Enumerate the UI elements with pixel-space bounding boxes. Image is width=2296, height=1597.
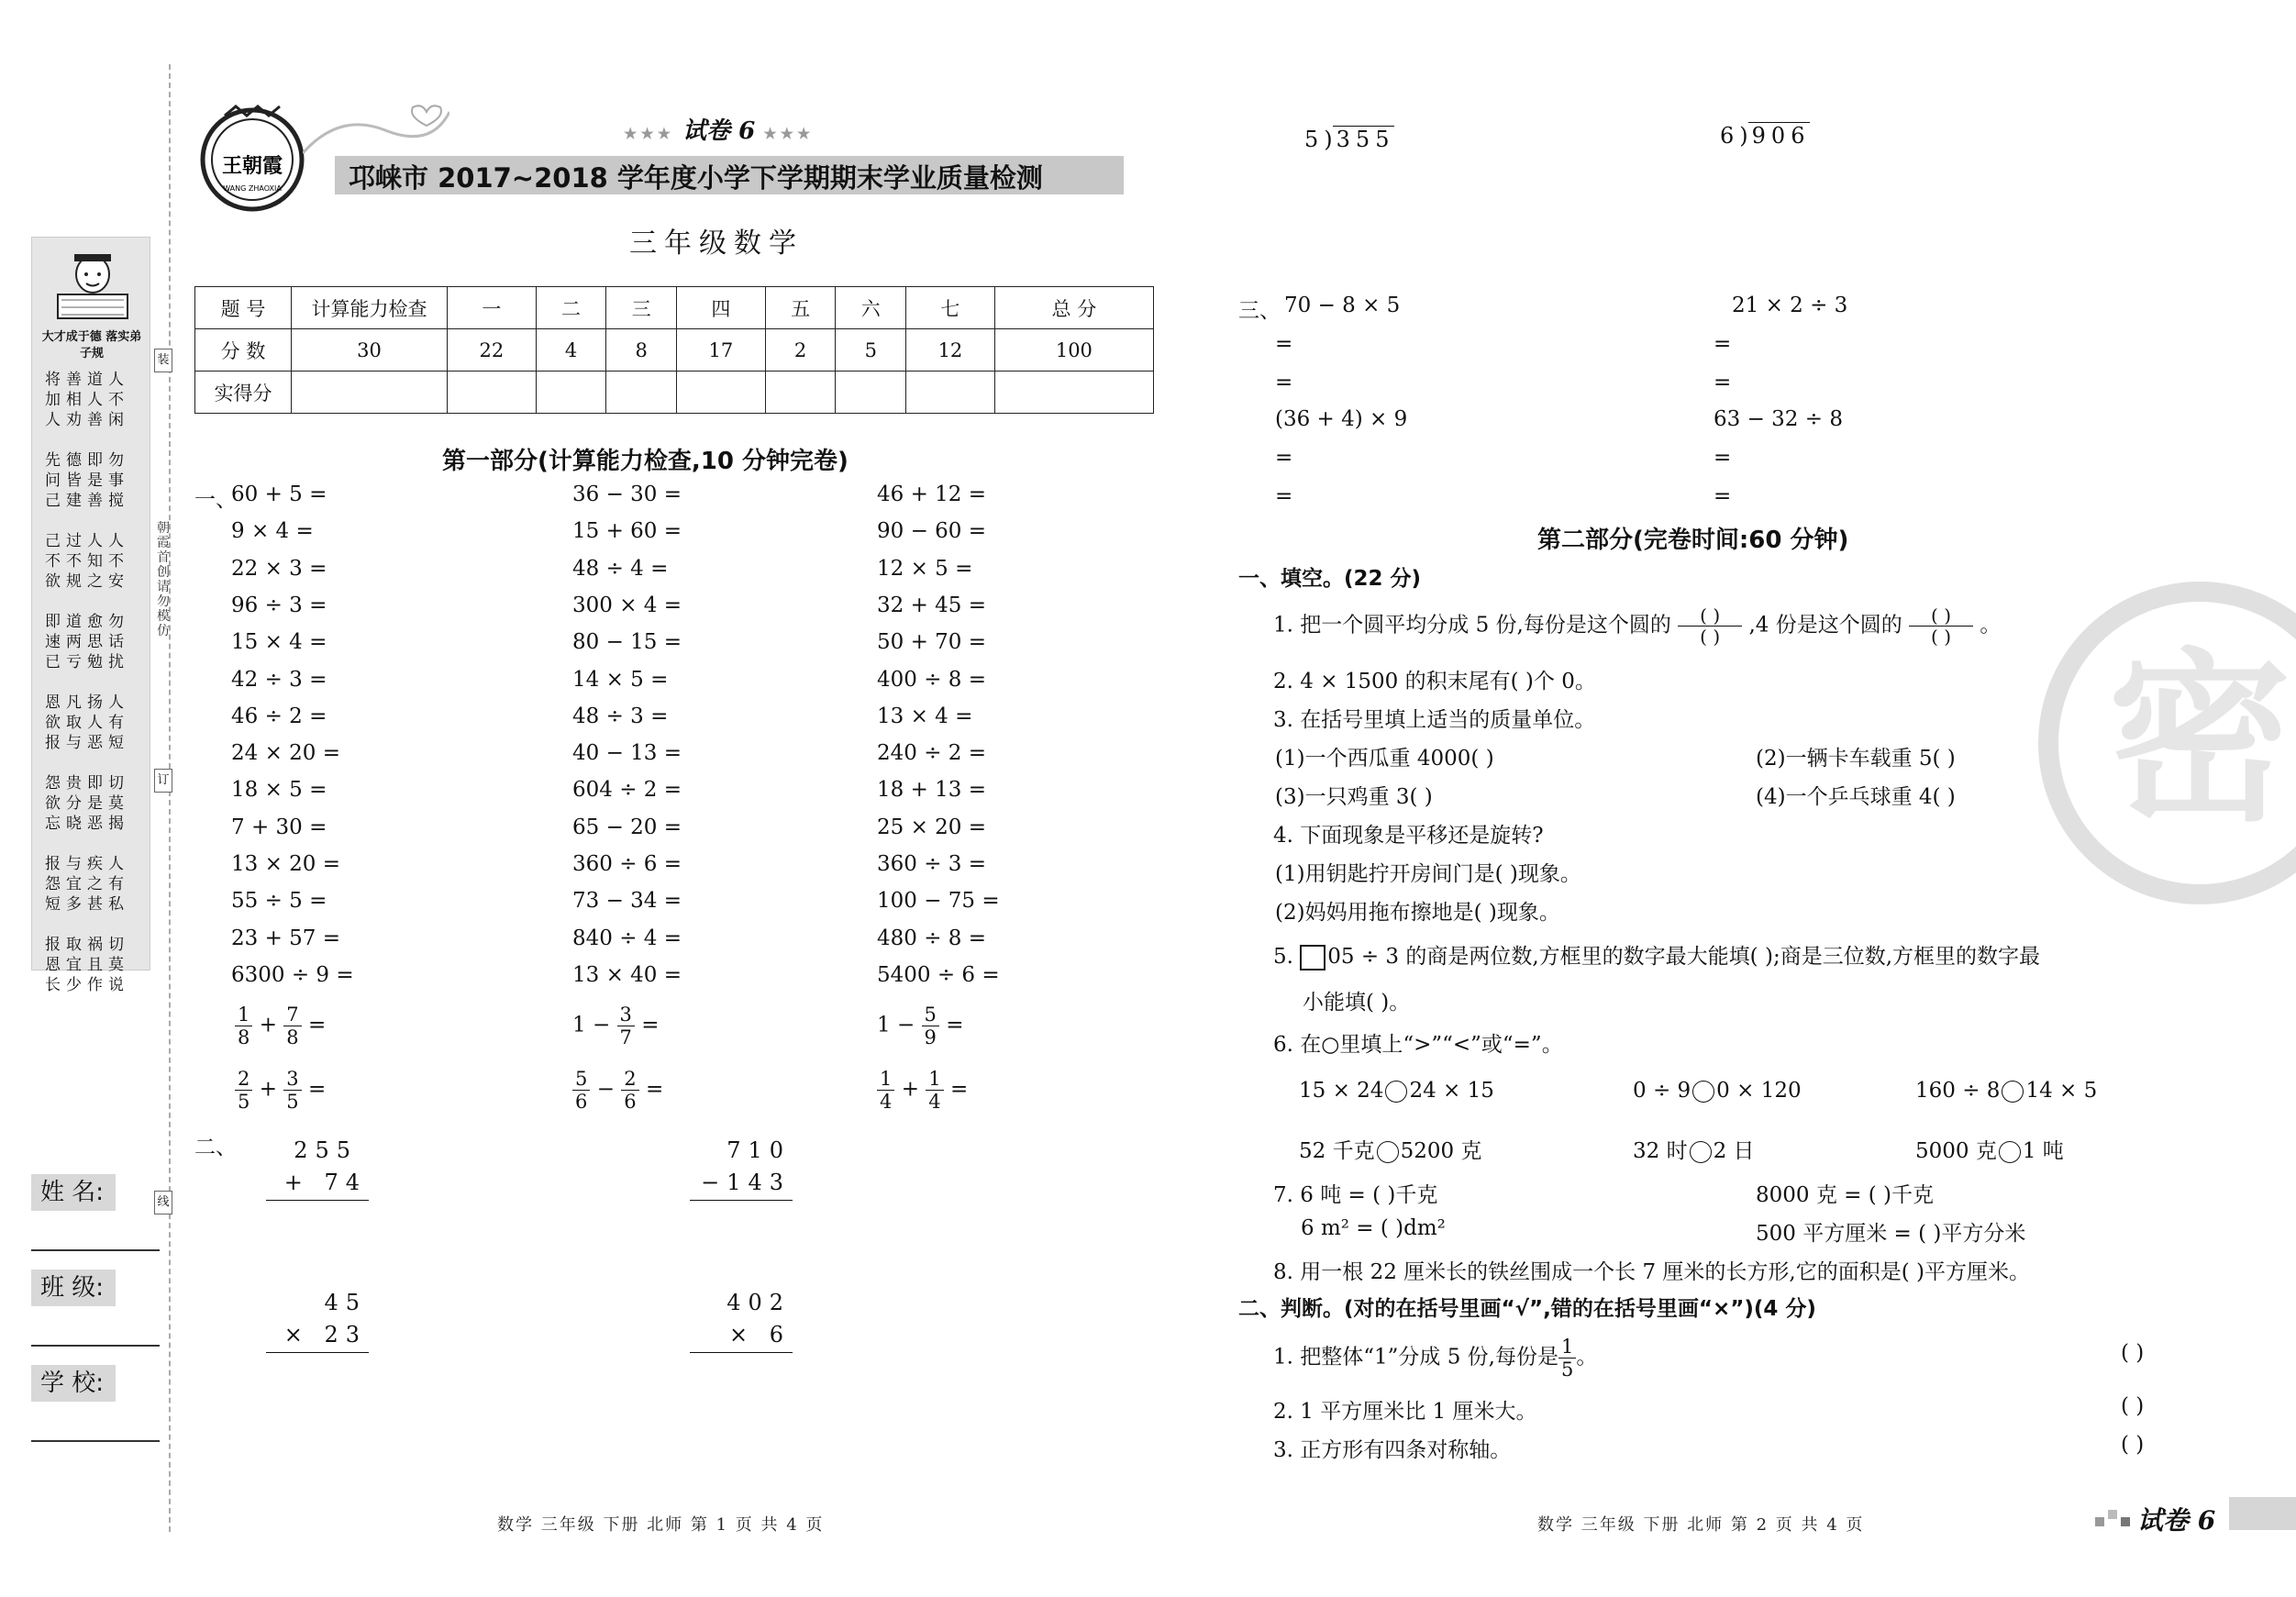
vertical-calc-2-line [690, 1200, 793, 1201]
part1-q1-label: 一、 [194, 488, 237, 512]
table-cell: 四 [677, 287, 766, 329]
operator: + [901, 1077, 919, 1102]
table-cell: 二 [536, 287, 606, 329]
fraction-problem [877, 1068, 968, 1113]
numerator: 1 [926, 1068, 943, 1091]
fill-q5-text: 05 ÷ 3 的商是两位数,方框里的数字最大能填( );商是三位数,方框里的数字最 [1327, 945, 2040, 969]
denominator: 6 [624, 1091, 637, 1113]
fill-q3-item: (2)一辆卡车载重 5( ) [1756, 747, 1956, 771]
fraction [621, 1068, 638, 1113]
compare-left: 52 千克 [1299, 1139, 1375, 1163]
part2-title: 第二部分(完卷时间:60 分钟) [1537, 527, 1849, 554]
compare-left: 0 ÷ 9 [1633, 1079, 1691, 1103]
fraction-problem [235, 1068, 326, 1113]
fill-q4-item: (1)用钥匙拧开房间门是( )现象。 [1275, 862, 1581, 886]
vertical-calc-3-line [266, 1352, 369, 1353]
fraction-problem [235, 1004, 326, 1048]
school-label: 学 校: [31, 1365, 116, 1402]
table-cell: 4 [536, 329, 606, 372]
score-input-cell[interactable] [906, 372, 995, 414]
calc-problem: 480 ÷ 8 = [877, 926, 987, 950]
divisor: 6 [1720, 123, 1740, 149]
operator: − [596, 1077, 615, 1102]
ribbon-decoration-icon [303, 103, 449, 158]
fill-q1 [1273, 605, 2001, 647]
motto-line: 欲分是莫 [45, 794, 129, 813]
compare-left: 32 时 [1633, 1139, 1688, 1163]
equals-sign: = [307, 1013, 327, 1037]
class-label: 班 级: [31, 1270, 116, 1306]
binding-dashed-line [169, 64, 171, 1532]
compare-circle[interactable] [1692, 1081, 1714, 1103]
publisher-logo-icon [197, 103, 307, 213]
motto-line: 己建善搅 [45, 492, 129, 510]
denominator: 5 [238, 1091, 250, 1113]
fill-q1-text: ,4 份是这个圆的 [1748, 613, 1902, 638]
digit-box[interactable] [1300, 945, 1325, 970]
motto-line: 报取祸切 [45, 936, 129, 954]
part1-q2-label: 二、 [194, 1136, 237, 1159]
numerator: 1 [1558, 1336, 1576, 1359]
denominator: 4 [928, 1091, 941, 1113]
fill-q6: 6. 在○里填上“>”“<”或“=”。 [1273, 1033, 1563, 1057]
score-input-cell[interactable] [606, 372, 677, 414]
calc-problem: 13 × 20 = [231, 852, 341, 876]
compare-right: 24 × 15 [1409, 1079, 1494, 1103]
motto-line: 忘晓恶揭 [45, 815, 129, 833]
judge-q1 [1273, 1336, 1597, 1381]
motto-line: 怨宜之有 [45, 875, 129, 893]
calc-problem: 73 − 34 = [572, 889, 682, 914]
vertical-calc-2-bottom: −143 [701, 1170, 791, 1195]
motto-line: 恩宜且莫 [45, 956, 129, 974]
dividend: 355 [1333, 126, 1395, 152]
compare-item [1633, 1134, 1755, 1164]
calc-problem: 80 − 15 = [572, 630, 682, 655]
calc-problem: 300 × 4 = [572, 593, 682, 617]
fraction [235, 1004, 252, 1048]
fill-q1-text: 。 [1980, 613, 2002, 638]
motto-line: 人劝善闲 [45, 411, 129, 429]
compare-circle[interactable] [1377, 1141, 1399, 1163]
calc-problem: 40 − 13 = [572, 741, 682, 766]
calc-problem: 90 − 60 = [877, 519, 987, 544]
corner-squares-icon [2095, 1506, 2132, 1528]
part1-q3-label: 三、 [1238, 299, 1281, 323]
fraction-problem [572, 1004, 660, 1048]
numerator: 2 [621, 1068, 638, 1091]
compare-item [1299, 1134, 1481, 1164]
copyright-notice [156, 521, 171, 638]
subject-subtitle: 三年级数学 [629, 227, 804, 260]
notice-char: 首 [157, 550, 170, 565]
fill-q2: 2. 4 × 1500 的积末尾有( )个 0。 [1273, 670, 1596, 693]
fill-q4-item: (2)妈妈用拖布擦地是( )现象。 [1275, 901, 1560, 925]
judge-answer-paren[interactable]: ( ) [2121, 1433, 2145, 1457]
calc-problem: 22 × 3 = [231, 556, 327, 581]
table-cell: 六 [836, 287, 906, 329]
equals-sign: = [307, 1077, 327, 1102]
fill-q5 [1273, 939, 2040, 970]
motto-line: 报与恶短 [45, 734, 129, 752]
fraction [572, 1068, 590, 1113]
compare-left: 5000 克 [1915, 1139, 1997, 1163]
judge-q1-text: 。 [1576, 1345, 1598, 1370]
long-division-2: 6) 906 [1720, 123, 1811, 149]
calc-problem: 15 × 4 = [231, 630, 327, 655]
calc-problem: 240 ÷ 2 = [877, 741, 987, 766]
answer-fraction-blank[interactable] [1909, 605, 1973, 647]
class-field[interactable] [31, 1345, 160, 1347]
fill-q7-item: 7. 6 吨 = ( )千克 [1273, 1183, 1438, 1207]
fraction-problem [572, 1068, 663, 1113]
table-cell: 30 [292, 329, 448, 372]
motto-line: 问皆是事 [45, 471, 129, 490]
vertical-calc-3-top: 45 [324, 1290, 367, 1315]
calc-problem: 96 ÷ 3 = [231, 593, 327, 617]
school-field[interactable] [31, 1440, 160, 1442]
step-eq: = [1275, 371, 1293, 394]
motto-line: 短多甚私 [45, 895, 129, 914]
numerator: 2 [235, 1068, 252, 1091]
calc-problem: 25 × 20 = [877, 815, 987, 839]
operator: − [896, 1013, 915, 1037]
calc-problem: 50 + 70 = [877, 630, 987, 655]
step-expr-2: 21 × 2 ÷ 3 [1732, 294, 1848, 317]
compare-circle[interactable] [1385, 1081, 1407, 1103]
fill-q7-item: 6 m² = ( )dm² [1301, 1216, 1446, 1240]
motto-line: 即道愈勿 [45, 613, 129, 631]
compare-right: 14 × 5 [2025, 1079, 2098, 1103]
vertical-calc-4-bottom: × 6 [728, 1322, 791, 1347]
blank-denominator: ( ) [1931, 626, 1952, 648]
motto-line: 加相人不 [45, 391, 129, 409]
judge-q1-text: 1. 把整体“1”分成 5 份,每份是 [1273, 1345, 1558, 1370]
compare-left: 15 × 24 [1299, 1079, 1384, 1103]
table-cell: 100 [994, 329, 1153, 372]
equals-sign: = [949, 1077, 969, 1102]
calc-problem: 15 + 60 = [572, 519, 682, 544]
calc-problem: 360 ÷ 3 = [877, 852, 987, 876]
calc-problem: 6300 ÷ 9 = [231, 962, 354, 987]
whole-number: 1 [572, 1013, 586, 1037]
fill-q1-text: 1. 把一个圆平均分成 5 份,每份是这个圆的 [1273, 613, 1671, 638]
corner-bar [2229, 1497, 2296, 1530]
calc-problem: 604 ÷ 2 = [572, 778, 682, 803]
compare-circle[interactable] [1999, 1141, 2021, 1163]
fraction [926, 1068, 943, 1113]
fraction-problem [877, 1004, 964, 1048]
table-cell: 题 号 [195, 287, 292, 329]
step-eq: = [1714, 371, 1732, 394]
test-number: ★★★ 试卷 6 ★★★ [624, 117, 815, 145]
fraction [235, 1068, 252, 1113]
table-row [195, 287, 1154, 329]
footer-page-2: 数学 三年级 下册 北师 第 2 页 共 4 页 [1537, 1515, 1865, 1535]
step-expr-1: 70 − 8 × 5 [1284, 294, 1401, 317]
table-cell: 五 [765, 287, 836, 329]
numerator: 3 [283, 1068, 301, 1091]
denominator: 6 [575, 1091, 588, 1113]
name-field[interactable] [31, 1249, 160, 1251]
numerator: 5 [922, 1004, 939, 1026]
compare-right: 0 × 120 [1716, 1079, 1802, 1103]
divisor: 5 [1304, 127, 1325, 152]
fill-q5-number: 5. [1273, 945, 1293, 969]
numerator: 7 [283, 1004, 301, 1026]
motto-line: 报与疾人 [45, 855, 129, 873]
notice-char: 模 [157, 609, 170, 624]
fill-q3-item: (1)一个西瓜重 4000( ) [1275, 747, 1494, 771]
calc-problem: 46 + 12 = [877, 482, 987, 506]
calc-problem: 13 × 40 = [572, 962, 682, 987]
part2-s1-title: 一、填空。(22 分) [1238, 567, 1422, 591]
score-input-cell[interactable] [448, 372, 537, 414]
fill-q3-item: (4)一个乒乓球重 4( ) [1756, 785, 1956, 809]
part1-title: 第一部分(计算能力检查,10 分钟完卷) [442, 448, 849, 475]
calc-problem: 48 ÷ 4 = [572, 556, 669, 581]
fill-q3-item: (3)一只鸡重 3( ) [1275, 785, 1433, 809]
compare-item [1915, 1079, 2097, 1103]
vertical-calc-2-top: 710 [727, 1137, 791, 1163]
notice-char: 霞 [157, 536, 170, 550]
blank-numerator: ( ) [1909, 605, 1973, 627]
denominator: 8 [286, 1026, 299, 1048]
motto-line: 已亏勉扰 [45, 653, 129, 671]
part2-s2-title: 二、判断。(对的在括号里画“√”,错的在括号里画“×”)(4 分) [1238, 1297, 1816, 1321]
whole-number: 1 [877, 1013, 891, 1037]
judge-answer-paren[interactable]: ( ) [2121, 1341, 2145, 1365]
fill-q4: 4. 下面现象是平移还是旋转? [1273, 824, 1544, 848]
table-cell: 一 [448, 287, 537, 329]
compare-right: 1 吨 [2022, 1139, 2064, 1163]
score-input-cell[interactable] [836, 372, 906, 414]
equals-sign: = [641, 1013, 660, 1037]
calc-problem: 12 × 5 = [877, 556, 973, 581]
calc-problem: 100 − 75 = [877, 889, 1000, 914]
fill-q3: 3. 在括号里填上适当的质量单位。 [1273, 708, 1596, 732]
judge-answer-paren[interactable]: ( ) [2121, 1394, 2145, 1418]
step-eq: = [1714, 332, 1732, 356]
dividend: 906 [1748, 122, 1811, 149]
vertical-calc-4-top: 402 [727, 1290, 791, 1315]
calc-problem: 5400 ÷ 6 = [877, 962, 1000, 987]
motto-line: 将善道人 [45, 371, 129, 389]
vertical-calc-3-bottom: × 23 [283, 1322, 367, 1347]
table-cell: 22 [448, 329, 537, 372]
calc-problem: 840 ÷ 4 = [572, 926, 682, 950]
binding-mark-zhuang: 装 [154, 349, 172, 372]
svg-text:王朝霞: 王朝霞 [221, 154, 283, 178]
motto-line: 恩凡扬人 [45, 693, 129, 712]
calc-problem: 24 × 20 = [231, 741, 341, 766]
fraction [1558, 1336, 1576, 1381]
motto-line: 怨贵即切 [45, 774, 129, 793]
denominator: 5 [286, 1091, 299, 1113]
table-cell: 12 [906, 329, 995, 372]
table-cell: 17 [677, 329, 766, 372]
notice-char: 朝 [157, 521, 170, 536]
operator: − [592, 1013, 611, 1037]
denominator: 7 [619, 1026, 632, 1048]
table-cell: 计算能力检查 [292, 287, 448, 329]
denominator: 5 [1560, 1359, 1574, 1381]
table-cell: 分 数 [195, 329, 292, 372]
motto-line: 不不知不 [45, 552, 129, 571]
step-eq: = [1714, 484, 1732, 508]
fraction [283, 1004, 301, 1048]
table-cell: 三 [606, 287, 677, 329]
fill-q7-item: 8000 克 = ( )千克 [1756, 1183, 1934, 1207]
score-table [194, 286, 1154, 414]
calc-problem: 400 ÷ 8 = [877, 667, 987, 692]
motto-line: 长少作说 [45, 976, 129, 994]
fraction [922, 1004, 939, 1048]
answer-fraction-blank[interactable] [1678, 605, 1742, 647]
numerator: 3 [617, 1004, 635, 1026]
step-eq: = [1714, 446, 1732, 470]
equals-sign: = [645, 1077, 664, 1102]
calc-problem: 9 × 4 = [231, 519, 314, 544]
operator: + [259, 1013, 277, 1037]
page-title: 邛崃市 2017~2018 学年度小学下学期期末学业质量检测 [349, 162, 1043, 194]
calc-problem: 360 ÷ 6 = [572, 852, 682, 876]
notice-char: 勿 [157, 594, 170, 609]
motto-line: 先德即勿 [45, 451, 129, 470]
long-division-1: 5) 355 [1304, 127, 1395, 152]
table-cell: 2 [765, 329, 836, 372]
fill-q7-item: 500 平方厘米 = ( )平方分米 [1756, 1222, 2026, 1246]
calc-problem: 55 ÷ 5 = [231, 889, 327, 914]
table-row [195, 372, 1154, 414]
judge-q2: 2. 1 平方厘米比 1 厘米大。 [1273, 1400, 1537, 1424]
calc-problem: 46 ÷ 2 = [231, 704, 327, 728]
fraction [617, 1004, 635, 1048]
name-label: 姓 名: [31, 1174, 116, 1211]
step-expr-4: 63 − 32 ÷ 8 [1714, 407, 1843, 431]
table-cell: 七 [906, 287, 995, 329]
vertical-calc-1-top: 255 [294, 1137, 358, 1163]
blank-denominator: ( ) [1700, 626, 1721, 648]
watermark-text: 密 [2107, 633, 2292, 847]
motto-line: 欲规之安 [45, 572, 129, 591]
motto-title: 大才成于德 落实弟子规 [41, 330, 142, 360]
step-eq: = [1275, 484, 1293, 508]
compare-right: 5200 克 [1400, 1139, 1482, 1163]
motto-line: 速两思话 [45, 633, 129, 651]
compare-circle[interactable] [2002, 1081, 2024, 1103]
vertical-calc-1-bottom: + 74 [283, 1170, 367, 1195]
compare-item [1299, 1079, 1494, 1103]
vertical-calc-1-line [266, 1200, 369, 1201]
score-input-cell[interactable] [765, 372, 836, 414]
denominator: 8 [238, 1026, 250, 1048]
table-cell: 实得分 [195, 372, 292, 414]
binding-mark-ding: 订 [154, 769, 172, 793]
numerator: 5 [572, 1068, 590, 1091]
fill-q5-cont: 小能填( )。 [1303, 991, 1411, 1015]
calc-problem: 42 ÷ 3 = [231, 667, 327, 692]
step-eq: = [1275, 446, 1293, 470]
denominator: 9 [924, 1026, 937, 1048]
table-cell: 5 [836, 329, 906, 372]
motto-line: 己过人人 [45, 532, 129, 550]
compare-item [1633, 1079, 1802, 1103]
table-cell: 8 [606, 329, 677, 372]
vertical-calc-4-line [690, 1352, 793, 1353]
equals-sign: = [946, 1013, 964, 1037]
motto-line: 欲取人有 [45, 714, 129, 732]
svg-text:WANG ZHAOXIA: WANG ZHAOXIA [223, 184, 282, 193]
calc-problem: 36 − 30 = [572, 482, 682, 506]
numerator: 1 [877, 1068, 894, 1091]
fill-q8: 8. 用一根 22 厘米长的铁丝围成一个长 7 厘米的长方形,它的面积是( )平方厘米。 [1273, 1260, 2030, 1284]
table-row [195, 329, 1154, 372]
score-input-cell[interactable] [677, 372, 766, 414]
calc-problem: 23 + 57 = [231, 926, 341, 950]
score-input-cell[interactable] [536, 372, 606, 414]
calc-problem: 60 + 5 = [231, 482, 327, 506]
compare-right: 2 日 [1713, 1139, 1755, 1163]
calc-problem: 32 + 45 = [877, 593, 987, 617]
notice-char: 请 [157, 580, 170, 594]
notice-char: 仿 [157, 624, 170, 638]
corner-test-number: 试卷 6 [2137, 1505, 2216, 1536]
score-input-cell[interactable] [292, 372, 448, 414]
step-eq: = [1275, 332, 1293, 356]
binding-mark-xian: 线 [154, 1191, 172, 1214]
notice-char: 创 [157, 565, 170, 580]
compare-item [1915, 1134, 2064, 1164]
denominator: 4 [880, 1091, 893, 1113]
footer-page-1: 数学 三年级 下册 北师 第 1 页 共 4 页 [497, 1515, 825, 1535]
calc-problem: 14 × 5 = [572, 667, 669, 692]
calc-problem: 7 + 30 = [231, 815, 327, 839]
fraction [877, 1068, 894, 1113]
compare-circle[interactable] [1690, 1141, 1712, 1163]
operator: + [259, 1077, 277, 1102]
calc-problem: 13 × 4 = [877, 704, 973, 728]
calc-problem: 48 ÷ 3 = [572, 704, 669, 728]
secret-stamp-icon [2035, 578, 2296, 908]
compare-left: 160 ÷ 8 [1915, 1079, 2001, 1103]
fraction [283, 1068, 301, 1113]
calc-problem: 18 × 5 = [231, 778, 327, 803]
scholar-mascot-icon [52, 247, 133, 329]
score-input-cell[interactable] [994, 372, 1153, 414]
calc-problem: 65 − 20 = [572, 815, 682, 839]
numerator: 1 [235, 1004, 252, 1026]
table-cell: 总 分 [994, 287, 1153, 329]
blank-numerator: ( ) [1678, 605, 1742, 627]
step-expr-3: (36 + 4) × 9 [1275, 407, 1408, 431]
motto-sidebar [31, 237, 150, 994]
calc-problem: 18 + 13 = [877, 778, 987, 803]
judge-q3: 3. 正方形有四条对称轴。 [1273, 1438, 1512, 1462]
